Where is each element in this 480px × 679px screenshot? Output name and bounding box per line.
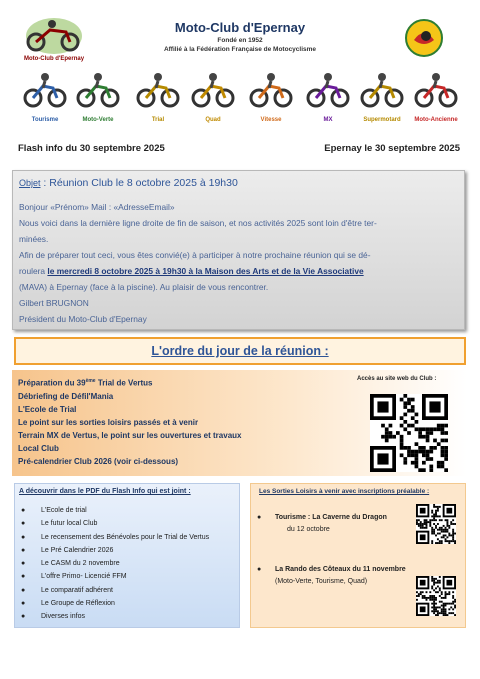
bullet-icon: ● xyxy=(21,613,26,621)
motorbike-icon xyxy=(76,66,120,110)
motorbike-icon xyxy=(191,66,235,110)
list-item: ● Le futur local Club xyxy=(21,517,209,530)
affiliation-line: Affilié à la Fédération Française de Motocyclisme xyxy=(163,46,317,53)
discipline-8 xyxy=(411,66,461,123)
outing-1-title: Tourisme : La Caverne du Dragon xyxy=(275,514,387,521)
list-item: ● Le recensement des Bénévoles pour le Trial de Vertus xyxy=(21,531,209,544)
paragraph-2-end: (MAVA) à Epernay (face à la piscine). Au plaisir de vous rencontrer. xyxy=(19,282,269,292)
bullet-icon: ● xyxy=(21,533,26,541)
meeting-details: le mercredi 8 octobre 2025 à 19h30 à la Maison des Arts et de la Vie Associative xyxy=(47,266,364,276)
discipline-label: Tourisme xyxy=(31,117,59,123)
club-title: Moto-Club d'Epernay xyxy=(174,20,306,35)
list-item: ● L'offre Primo- Licencié FFM xyxy=(21,570,209,583)
bullet-icon: ● xyxy=(21,520,26,528)
motorbike-icon xyxy=(249,66,293,110)
agenda-list xyxy=(18,375,241,468)
list-item: ● Le Groupe de Réflexion xyxy=(21,597,209,610)
paragraph-1: Nous voici dans la dernière ligne droite de fin de saison, et nos activités 2025 sont loin d'être ter- xyxy=(19,218,377,228)
greeting: Bonjour «Prénom» Mail : «AdresseEmail» xyxy=(19,202,175,212)
motorbike-icon xyxy=(306,66,350,110)
discipline-3 xyxy=(133,66,183,123)
outing-2-title: La Rando des Côteaux du 11 novembre xyxy=(275,566,406,573)
outing-1-date: du 12 octobre xyxy=(287,526,330,533)
outing-2-qr-code[interactable] xyxy=(416,576,456,616)
date-line: Epernay le 30 septembre 2025 xyxy=(324,143,460,154)
discipline-label: Moto-Verte xyxy=(82,117,114,123)
object-label: Objet xyxy=(19,178,41,188)
outing-2-sub: (Moto-Verte, Tourisme, Quad) xyxy=(275,578,368,585)
paragraph-1-end: minées. xyxy=(19,234,49,244)
discipline-7 xyxy=(357,66,407,123)
notice-body xyxy=(19,199,459,327)
bullet-icon: ● xyxy=(21,546,26,554)
logo-text: Moto-Club d'Epernay xyxy=(23,56,85,62)
ffm-logo xyxy=(404,18,444,58)
discipline-2 xyxy=(73,66,123,123)
list-item: ● Diverses infos xyxy=(21,610,209,623)
list-item: ● Le comparatif adhérent xyxy=(21,584,209,597)
qr-label: Accès au site web du Club : xyxy=(357,376,437,382)
agenda-title: L'ordre du jour de la réunion : xyxy=(14,337,466,365)
outings-title: Les Sorties Loisirs à venir avec inscriptions préalable : xyxy=(259,488,430,495)
founded-line: Fondé en 1952 xyxy=(217,37,263,44)
bullet-icon: ● xyxy=(257,514,262,521)
motorbike-icon xyxy=(414,66,458,110)
agenda-item: Débriefing de Défil'Mania xyxy=(18,391,114,401)
flash-title: Flash info du 30 septembre 2025 xyxy=(18,143,165,154)
agenda-item: Terrain MX de Vertus, le point sur les ouvertures et travaux xyxy=(18,430,242,440)
agenda-item: L'Ecole de Trial xyxy=(18,404,77,414)
agenda-item: Le point sur les sorties loisirs passés et à venir xyxy=(18,417,199,427)
bullet-icon: ● xyxy=(21,600,26,608)
list-item: ● Le CASM du 2 novembre xyxy=(21,557,209,570)
discipline-1 xyxy=(20,66,70,123)
signature-role: Président du Moto-Club d'Epernay xyxy=(19,314,147,324)
agenda-item: Local Club xyxy=(18,443,59,453)
bullet-icon: ● xyxy=(21,586,26,594)
bullet-icon: ● xyxy=(257,566,262,573)
paragraph-2: Afin de préparer tout ceci, vous êtes convié(e) à participer à notre prochaine réunion qui se dé- xyxy=(19,250,371,260)
bullet-icon: ● xyxy=(21,573,26,581)
motorbike-icon xyxy=(360,66,404,110)
pdf-contents-panel xyxy=(14,483,240,628)
discipline-label: MX xyxy=(323,117,333,123)
website-qr-code[interactable] xyxy=(370,394,448,472)
pdf-list xyxy=(21,504,209,624)
discipline-label: Supermotard xyxy=(363,117,401,123)
motorbike-icon xyxy=(136,66,180,110)
paragraph-2-line: roulera le mercredi 8 octobre 2025 à 19h30 à la Maison des Arts et de la Vie Associative xyxy=(19,266,364,276)
bullet-icon: ● xyxy=(21,560,26,568)
meeting-notice xyxy=(12,170,465,330)
outings-panel xyxy=(250,483,466,628)
bullet-icon: ● xyxy=(21,507,26,514)
discipline-5 xyxy=(246,66,296,123)
discipline-4 xyxy=(188,66,238,123)
pdf-title: A découvrir dans le PDF du Flash Info qui est joint : xyxy=(19,488,191,495)
discipline-6 xyxy=(303,66,353,123)
object-text: : Réunion Club le 8 octobre 2025 à 19h30 xyxy=(40,177,238,189)
agenda-item: Pré-calendrier Club 2026 (voir ci-dessous) xyxy=(18,456,179,466)
discipline-label: Moto-Ancienne xyxy=(414,117,458,123)
outing-1-qr-code[interactable] xyxy=(416,504,456,544)
list-item: ● Le Pré Calendrier 2026 xyxy=(21,544,209,557)
signature: Gilbert BRUGNON xyxy=(19,298,89,308)
list-item: ● L'Ecole de trial xyxy=(21,504,209,517)
agenda-item: Préparation du 39ème Trial de Vertus xyxy=(18,378,153,388)
agenda-panel xyxy=(12,370,467,476)
discipline-label: Trial xyxy=(151,117,165,123)
discipline-label: Quad xyxy=(205,117,221,123)
discipline-label: Vitesse xyxy=(260,117,282,123)
motorbike-icon xyxy=(23,66,67,110)
object-heading xyxy=(19,177,238,189)
